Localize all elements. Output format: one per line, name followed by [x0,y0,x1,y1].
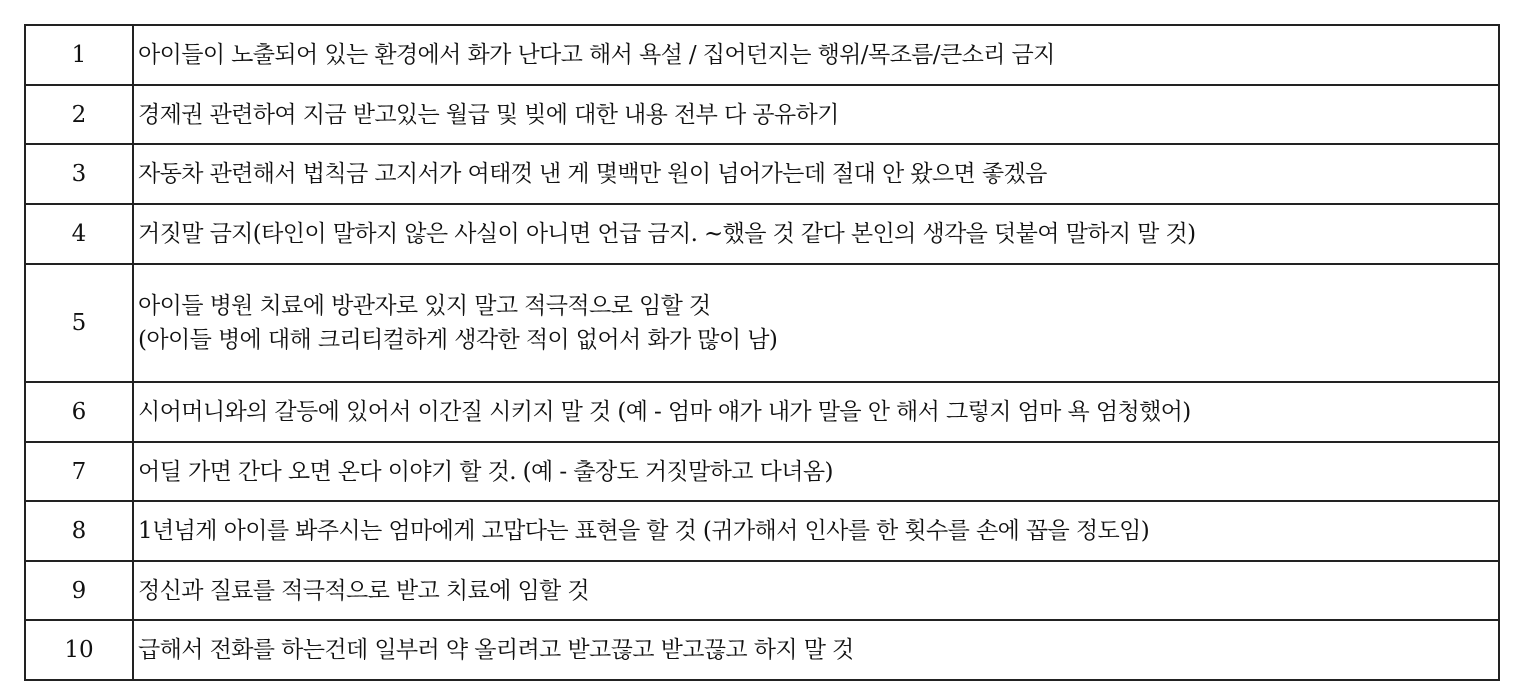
rule-number: 2 [25,85,133,144]
rule-text: 1년넘게 아이를 봐주시는 엄마에게 고맙다는 표현을 할 것 (귀가해서 인사를 한 횟수를 손에 꼽을 정도임) [133,501,1499,561]
table-row [25,25,1499,85]
rule-number: 6 [25,382,133,442]
table-row [25,620,1499,680]
rule-number: 10 [25,620,133,680]
table-row [25,382,1499,442]
table-row [25,501,1499,561]
rule-number: 1 [25,25,133,85]
table-row [25,204,1499,264]
table-row [25,264,1499,382]
table-row [25,561,1499,620]
rule-number: 4 [25,204,133,264]
rule-text: 자동차 관련해서 법칙금 고지서가 여태껏 낸 게 몇백만 원이 넘어가는데 절대 안 왔으면 좋겠음 [133,144,1499,204]
rule-number: 8 [25,501,133,561]
rule-text: 아이들 병원 치료에 방관자로 있지 말고 적극적으로 임할 것 (아이들 병에 대해 크리티컬하게 생각한 적이 없어서 화가 많이 남) [133,264,1499,382]
rule-text: 경제권 관련하여 지금 받고있는 월급 및 빚에 대한 내용 전부 다 공유하기 [133,85,1499,144]
table-row [25,144,1499,204]
rule-text: 급해서 전화를 하는건데 일부러 약 올리려고 받고끊고 받고끊고 하지 말 것 [133,620,1499,680]
rule-text: 어딜 가면 간다 오면 온다 이야기 할 것. (예 - 출장도 거짓말하고 다녀옴) [133,442,1499,501]
rule-text: 시어머니와의 갈등에 있어서 이간질 시키지 말 것 (예 - 엄마 얘가 내가 말을 안 해서 그렇지 엄마 욕 엄청했어) [133,382,1499,442]
rule-number: 7 [25,442,133,501]
rule-number: 9 [25,561,133,620]
rule-number: 3 [25,144,133,204]
rule-text: 아이들이 노출되어 있는 환경에서 화가 난다고 해서 욕설 / 집어던지는 행위/목조름/큰소리 금지 [133,25,1499,85]
rule-text: 거짓말 금지(타인이 말하지 않은 사실이 아니면 언급 금지. ~했을 것 같다 본인의 생각을 덧붙여 말하지 말 것) [133,204,1499,264]
rules-table [24,24,1500,681]
rule-number: 5 [25,264,133,382]
table-row [25,442,1499,501]
rule-text: 정신과 질료를 적극적으로 받고 치료에 임할 것 [133,561,1499,620]
table-row [25,85,1499,144]
